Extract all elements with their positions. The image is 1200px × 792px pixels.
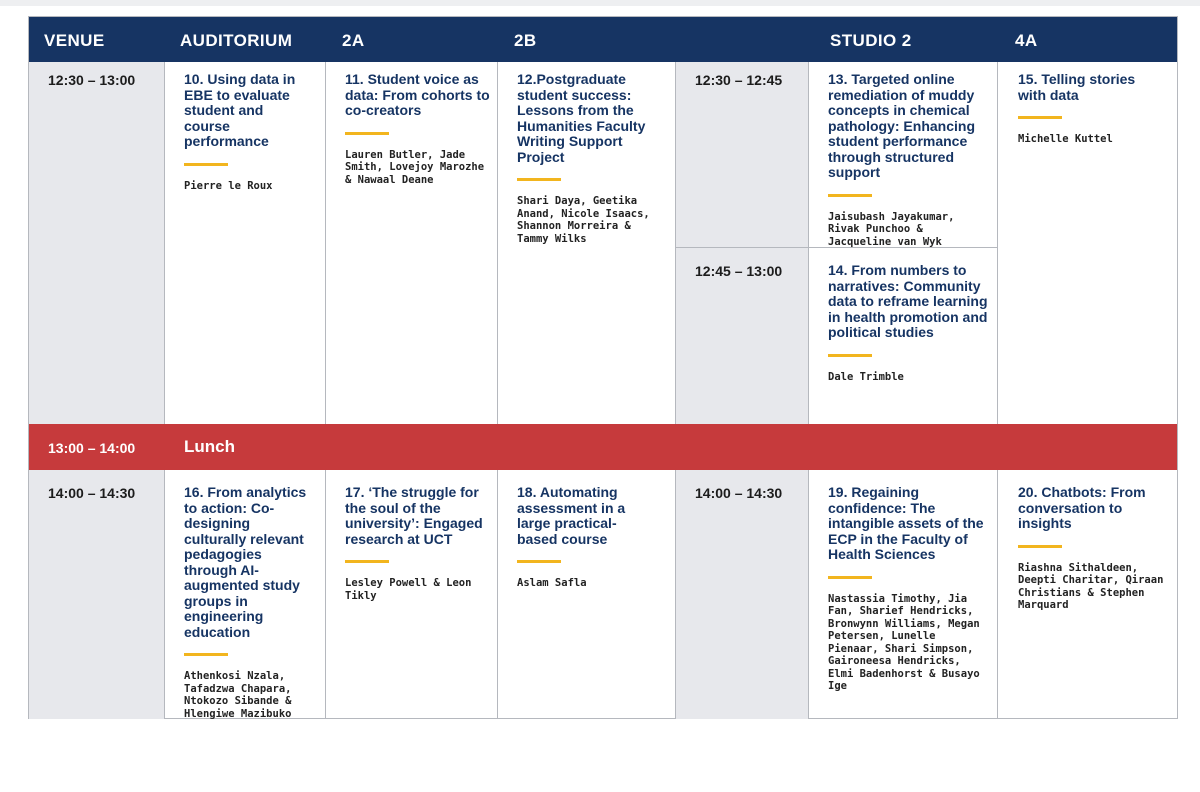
session-title: 18. Automating assessment in a large practical-based course	[517, 484, 626, 547]
session-10	[184, 72, 312, 192]
divider	[325, 62, 326, 424]
time-slot: 14:00 – 14:30	[695, 485, 783, 501]
session-authors: Pierre le Roux	[184, 179, 273, 192]
time-slot: 12:30 – 12:45	[695, 72, 783, 88]
session-title: 14. From numbers to narratives: Community data to reframe learning in health promotion and political studies	[828, 262, 988, 340]
session-title: 13. Targeted online remediation of muddy concepts in chemical pathology: Enhancing student performance through structured support	[828, 71, 975, 180]
divider	[675, 470, 676, 719]
accent-rule	[828, 194, 872, 197]
session-authors: Aslam Safla	[517, 577, 587, 589]
accent-rule	[1018, 116, 1062, 119]
lunch-label: Lunch	[184, 437, 235, 456]
session-title: 12.Postgraduate student success: Lessons from the Humanities Faculty Writing Support Project	[517, 71, 646, 165]
divider	[325, 470, 326, 719]
session-authors: Jaisubash Jayakumar, Rivak Punchoo & Jacqueline van Wyk	[828, 210, 955, 248]
header-2b: 2B	[514, 31, 537, 50]
schedule-table	[28, 16, 1178, 719]
header-auditorium: AUDITORIUM	[180, 31, 293, 50]
time-cell-bg	[29, 470, 164, 719]
session-title: 19. Regaining confidence: The intangible assets of the ECP in the Faculty of Health Sciences	[828, 484, 984, 562]
divider	[497, 470, 498, 719]
time-slot: 14:00 – 14:30	[48, 485, 136, 501]
divider	[997, 470, 998, 719]
accent-rule	[184, 163, 228, 166]
divider	[497, 62, 498, 424]
header-studio-2: STUDIO 2	[830, 31, 912, 50]
session-authors: Michelle Kuttel	[1018, 133, 1113, 145]
accent-rule	[517, 178, 561, 181]
divider	[164, 62, 165, 424]
session-authors: Lesley Powell & Leon Tikly	[345, 577, 472, 602]
accent-rule	[184, 653, 228, 656]
time-cell-bg	[29, 62, 164, 424]
header-4a: 4A	[1015, 31, 1038, 50]
session-authors: Dale Trimble	[828, 370, 904, 383]
divider	[164, 470, 165, 719]
divider	[675, 62, 676, 424]
divider	[808, 470, 809, 719]
session-title: 11. Student voice as data: From cohorts to co-creators	[345, 71, 490, 118]
divider	[997, 62, 998, 424]
session-title: 15. Telling stories with data	[1018, 71, 1136, 103]
session-16	[184, 485, 316, 720]
accent-rule	[828, 354, 872, 357]
accent-rule	[517, 560, 561, 563]
time-slot: 12:30 – 13:00	[48, 72, 136, 88]
session-17	[345, 485, 485, 602]
session-authors: Shari Daya, Geetika Anand, Nicole Isaacs, Shannon Morreira & Tammy Wilks	[517, 195, 650, 245]
session-title: 10. Using data in EBE to evaluate student and course performance	[184, 71, 296, 149]
session-title: 17. ‘The struggle for the soul of the university’: Engaged research at UCT	[345, 484, 483, 547]
studio-time-cell-bg	[675, 62, 808, 424]
session-18	[517, 485, 652, 590]
lunch-row	[29, 424, 1177, 470]
divider	[808, 62, 809, 424]
session-11	[345, 72, 490, 186]
session-authors: Athenkosi Nzala, Tafadzwa Chapara, Ntokozo Sibande & Hlengiwe Mazibuko	[184, 670, 292, 720]
session-authors: Riashna Sithaldeen, Deepti Charitar, Qiraan Christians & Stephen Marquard	[1018, 561, 1164, 611]
top-strip	[0, 0, 1200, 6]
studio-time-cell-bg	[675, 470, 808, 719]
accent-rule	[1018, 545, 1062, 548]
session-title: 16. From analytics to action: Co-designing culturally relevant pedagogies through AI-augmented study groups in engineering education	[184, 484, 307, 640]
accent-rule	[345, 560, 389, 563]
session-authors: Nastassia Timothy, Jia Fan, Sharief Hendricks, Bronwynn Williams, Megan Petersen, Lunelle Pienaar, Shari Simpson, Gaironeesa Hendricks, Elmi Badenhorst & Busayo Ige	[828, 592, 980, 692]
session-20	[1018, 485, 1168, 612]
accent-rule	[828, 576, 872, 579]
session-title: 20. Chatbots: From conversation to insights	[1018, 484, 1146, 531]
header-venue: VENUE	[44, 31, 105, 50]
session-12	[517, 72, 665, 245]
session-19	[828, 485, 991, 693]
session-15	[1018, 72, 1163, 146]
session-14	[828, 263, 990, 383]
table-header-row	[29, 17, 1177, 62]
header-2a: 2A	[342, 31, 365, 50]
session-13	[828, 72, 990, 248]
lunch-time: 13:00 – 14:00	[48, 440, 136, 456]
time-slot: 12:45 – 13:00	[695, 263, 783, 279]
session-authors: Lauren Butler, Jade Smith, Lovejoy Marozhe & Nawaal Deane	[345, 148, 485, 186]
accent-rule	[345, 132, 389, 135]
